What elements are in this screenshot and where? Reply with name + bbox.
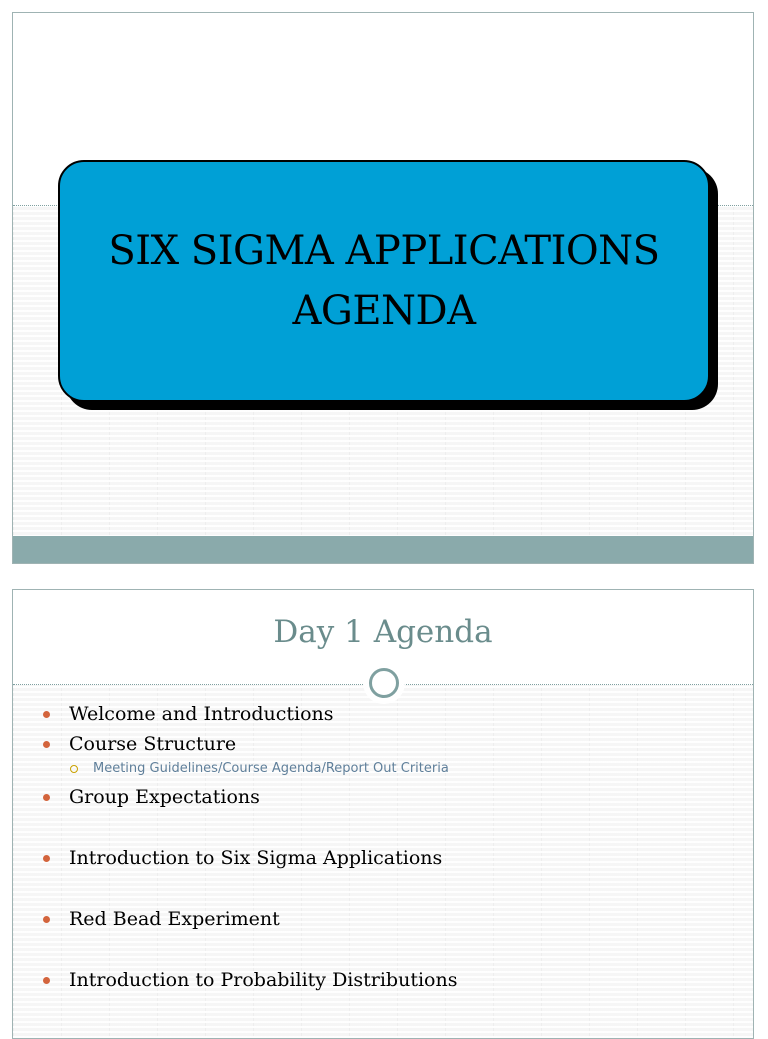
list-item bbox=[43, 969, 457, 991]
agenda-slide bbox=[12, 589, 754, 1039]
list-item-label: Red Bead Experiment bbox=[69, 908, 280, 930]
round-bullet-icon bbox=[43, 794, 50, 801]
round-bullet-icon bbox=[43, 916, 50, 923]
title-box bbox=[58, 160, 710, 402]
list-item bbox=[43, 733, 236, 755]
list-item-label: Introduction to Six Sigma Applications bbox=[69, 847, 443, 869]
list-item bbox=[43, 847, 442, 869]
round-bullet-icon bbox=[43, 711, 50, 718]
list-item-label: Welcome and Introductions bbox=[69, 703, 334, 725]
list-item bbox=[43, 786, 260, 808]
circle-ring-icon bbox=[363, 662, 405, 704]
title-slide bbox=[12, 12, 754, 564]
list-item bbox=[43, 908, 280, 930]
agenda-title: Day 1 Agenda bbox=[273, 614, 493, 650]
list-item-label: Group Expectations bbox=[69, 786, 260, 808]
slide-title-line-1: SIX SIGMA APPLICATIONS bbox=[108, 228, 660, 274]
footer-band bbox=[13, 536, 753, 563]
round-bullet-icon bbox=[43, 977, 50, 984]
round-bullet-icon bbox=[43, 741, 50, 748]
hollow-circle-icon bbox=[70, 765, 78, 773]
list-item-label: Introduction to Probability Distributions bbox=[69, 969, 458, 991]
list-item-label: Course Structure bbox=[69, 733, 237, 755]
list-item bbox=[43, 703, 334, 725]
slide-title-line-2: AGENDA bbox=[292, 288, 476, 334]
sub-list-item bbox=[70, 761, 449, 776]
round-bullet-icon bbox=[43, 855, 50, 862]
sub-list-item-label: Meeting Guidelines/Course Agenda/Report Out Criteria bbox=[93, 761, 449, 776]
